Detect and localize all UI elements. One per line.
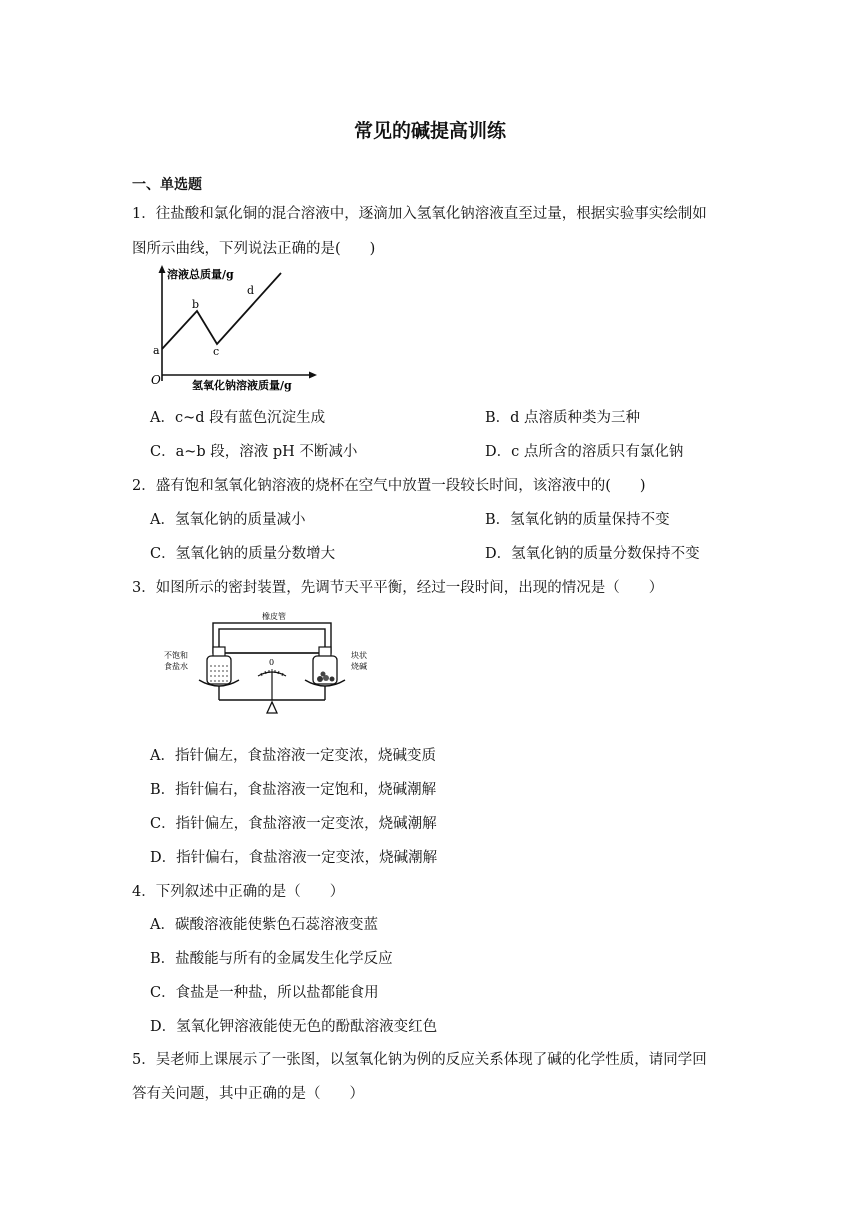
scale-zero: 0 [269,658,275,667]
question-3-line-1: 3．如图所示的密封装置，先调节天平平衡，经过一段时间，出现的情况是（ ） [132,580,664,596]
right-label-1: 块状 [351,651,367,660]
question-4-option-b[interactable]: B．盐酸能与所有的金属发生化学反应 [150,951,393,967]
section-heading: 一、单选题 [132,177,202,193]
question-1-line-2: 图所示曲线，下列说法正确的是( ) [132,241,376,257]
question-2-option-d[interactable]: D．氢氧化钠的质量分数保持不变 [485,546,700,562]
question-4-option-c[interactable]: C．食盐是一种盐，所以盐都能食用 [150,985,379,1001]
graph-point-b: b [192,298,200,311]
question-5-line-2: 答有关问题，其中正确的是（ ） [132,1086,364,1102]
question-2-option-c[interactable]: C．氢氧化钠的质量分数增大 [150,546,336,562]
graph-y-label: 溶液总质量/g [167,268,234,281]
balance-fulcrum [267,702,277,713]
question-5-line-1: 5．吴老师上课展示了一张图，以氢氧化钠为例的反应关系体现了碱的化学性质，请同学回 [132,1052,707,1068]
graph-point-a: a [153,344,160,357]
right-label-2: 烧碱 [351,662,367,671]
question-1-option-c[interactable]: C．a~b 段，溶液 pH 不断减小 [150,444,358,460]
question-1-option-d[interactable]: D．c 点所含的溶质只有氯化钠 [485,444,684,460]
question-2-line-1: 2．盛有饱和氢氧化钠溶液的烧杯在空气中放置一段较长时间，该溶液中的( ) [132,478,646,494]
graph-point-c: c [213,345,220,358]
question-2-option-a[interactable]: A．氢氧化钠的质量减小 [150,512,306,528]
question-3-option-d[interactable]: D．指针偏右，食盐溶液一定变浓，烧碱潮解 [150,850,438,866]
question-2-option-b[interactable]: B．氢氧化钠的质量保持不变 [485,512,670,528]
question-1-line-1: 1．往盐酸和氯化铜的混合溶液中，逐滴加入氢氧化钠溶液直至过量，根据实验事实绘制如 [132,206,707,222]
question-4-option-a[interactable]: A．碳酸溶液能使紫色石蕊溶液变蓝 [150,917,378,933]
question-1-option-a[interactable]: A．c~d 段有蓝色沉淀生成 [150,410,326,426]
graph-curve [162,273,281,349]
question-4-option-d[interactable]: D．氢氧化钾溶液能使无色的酚酞溶液变红色 [150,1019,438,1035]
question-3-apparatus [158,610,388,718]
left-label-2: 食盐水 [164,662,188,671]
question-4-line-1: 4．下列叙述中正确的是（ ） [132,884,345,900]
left-label-1: 不饱和 [164,651,188,660]
graph-x-label: 氢氧化钠溶液质量/g [192,379,292,392]
graph-y-arrow [159,265,166,273]
graph-x-arrow [309,372,317,379]
graph-origin-label: O [151,373,161,387]
rubber-tube [213,623,331,653]
question-3-option-a[interactable]: A．指针偏左，食盐溶液一定变浓，烧碱变质 [150,748,436,764]
question-1-graph [150,263,320,393]
question-3-option-c[interactable]: C．指针偏左，食盐溶液一定变浓，烧碱潮解 [150,816,437,832]
question-1-option-b[interactable]: B．d 点溶质种类为三种 [485,410,641,426]
page-title: 常见的碱提高训练 [353,120,506,142]
question-3-option-b[interactable]: B．指针偏右，食盐溶液一定饱和，烧碱潮解 [150,782,437,798]
graph-point-d: d [247,284,255,297]
left-bottle [207,656,231,684]
rubber-tube-label: 橡皮管 [262,612,286,621]
